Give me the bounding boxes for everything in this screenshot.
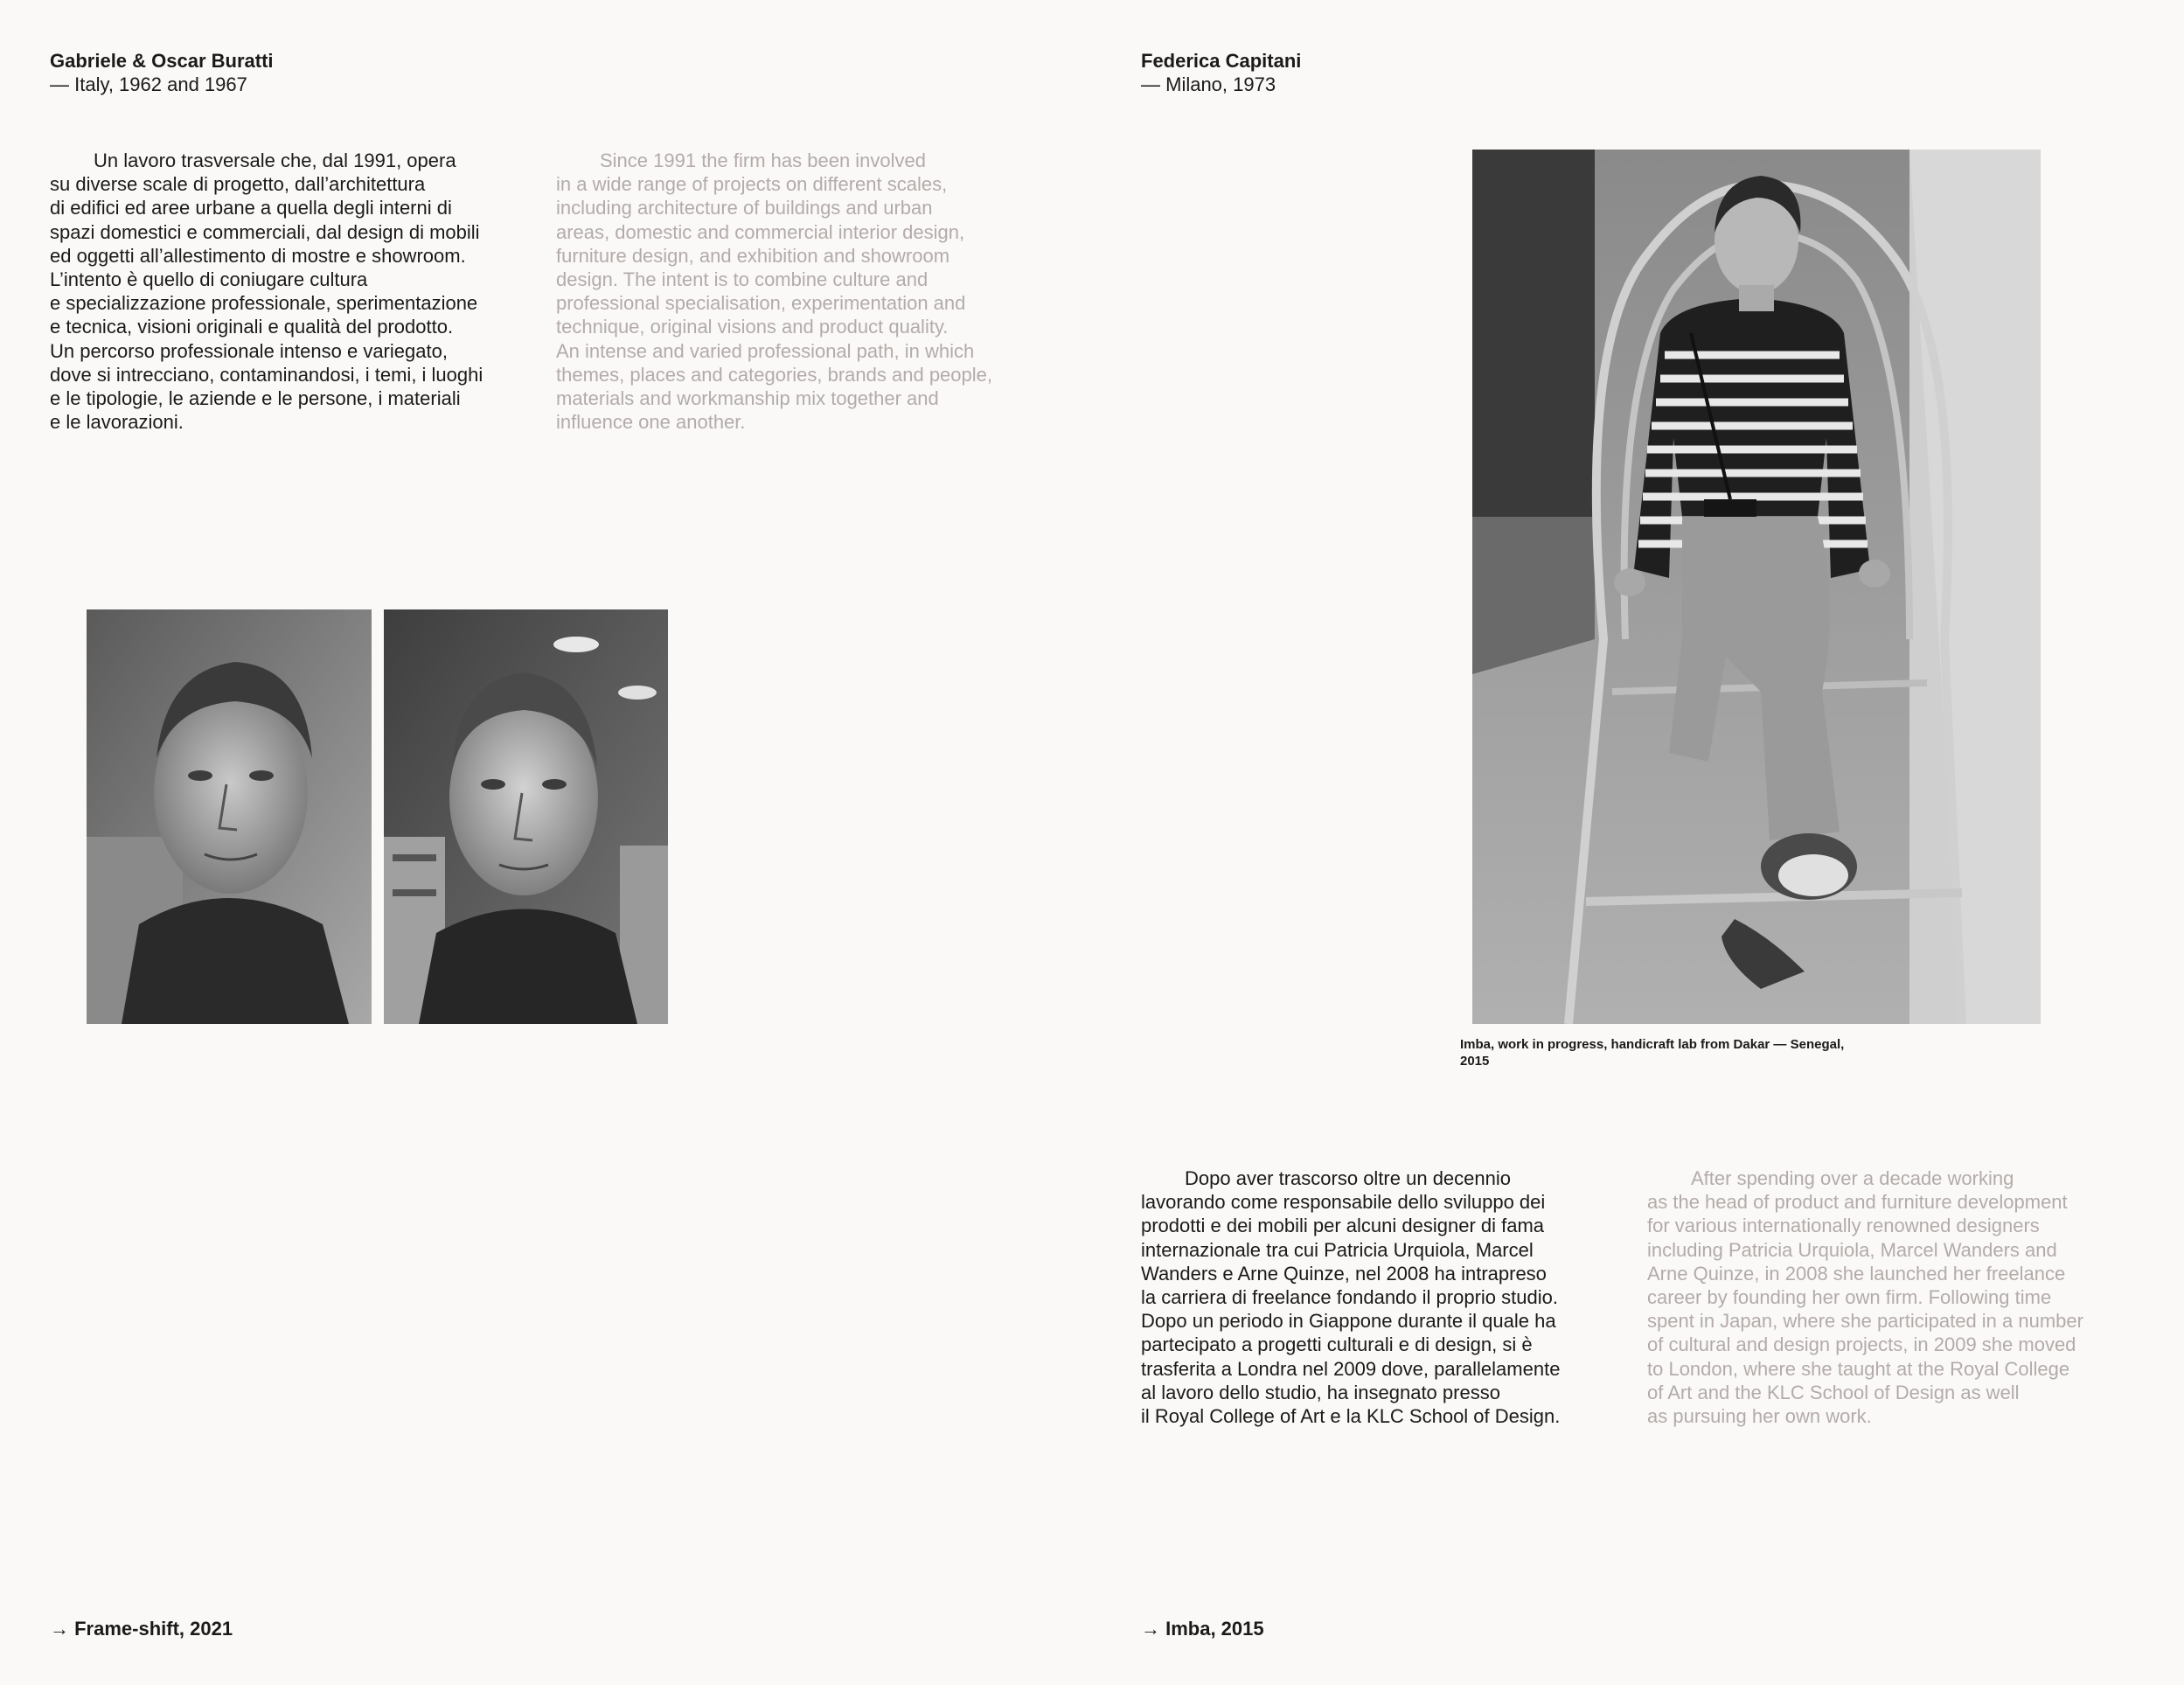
right-designer-name: Federica Capitani xyxy=(1141,50,1302,72)
photo-imba-work-in-progress xyxy=(1472,150,2041,1024)
left-text-english: Since 1991 the firm has been involved in a wide range of projects on different scales, including architecture of buildings and urban areas, domestic and commercial interior design, furniture design, and exhibition and showroom design. The intent is to combine culture and professional specialisation, experimentation and technique, original visions and product quality. An intense and varied professional path, in which themes, places and categories, brands and people, materials and workmanship mix together and influence one another. xyxy=(556,150,992,434)
work-link-imba[interactable]: → Imba, 2015 xyxy=(1141,1618,1264,1640)
right-designer-origin: — Milano, 1973 xyxy=(1141,73,1276,95)
work-link-frame-shift[interactable]: → Frame-shift, 2021 xyxy=(50,1618,233,1640)
right-text-english: After spending over a decade working as the head of product and furniture development for various internationally renowned designers including Patricia Urquiola, Marcel Wanders and Arne Quinze, in 2008 she launched her freelance career by founding her own firm. Following time spent in Japan, where she participated in a number of cultural and design projects, in 2009 she moved to London, where she taught at the Royal College of Art and the KLC School of Design as well as pursuing her own work. xyxy=(1647,1167,2083,1428)
left-designer-name: Gabriele & Oscar Buratti xyxy=(50,50,274,72)
portrait-gabriele-buratti xyxy=(87,609,372,1024)
left-text-italian: Un lavoro trasversale che, dal 1991, opera su diverse scale di progetto, dall’architettura di edifici ed aree urbane a quella degli interni di spazi domestici e commerciali, dal design di mobili ed oggetti all’allestimento di mostre e showroom. L’intento è quello di coniugare cultura e specializzazione professionale, sperimentazione e tecnica, visioni originali e qualità del prodotto. Un percorso professionale intenso e variegato, dove si intrecciano, contaminandosi, i temi, i luoghi e le tipologie, le aziende e le persone, i materiali e le lavorazioni. xyxy=(50,150,483,434)
portrait-oscar-buratti xyxy=(384,609,668,1024)
photo-caption: Imba, work in progress, handicraft lab from Dakar — Senegal, 2015 xyxy=(1460,1037,1845,1069)
right-text-italian: Dopo aver trascorso oltre un decennio lavorando come responsabile dello sviluppo dei prodotti e dei mobili per alcuni designer di fama internazionale tra cui Patricia Urquiola, Marcel Wanders e Arne Quinze, nel 2008 ha intrapreso la carriera di freelance fondando il proprio studio. Dopo un periodo in Giappone durante il quale ha partecipato a progetti culturali e di design, si è trasferita a Londra nel 2009 dove, parallelamente al lavoro dello studio, ha insegnato presso il Royal College of Art e la KLC School of Design. xyxy=(1141,1167,1561,1428)
left-designer-origin: — Italy, 1962 and 1967 xyxy=(50,73,247,95)
